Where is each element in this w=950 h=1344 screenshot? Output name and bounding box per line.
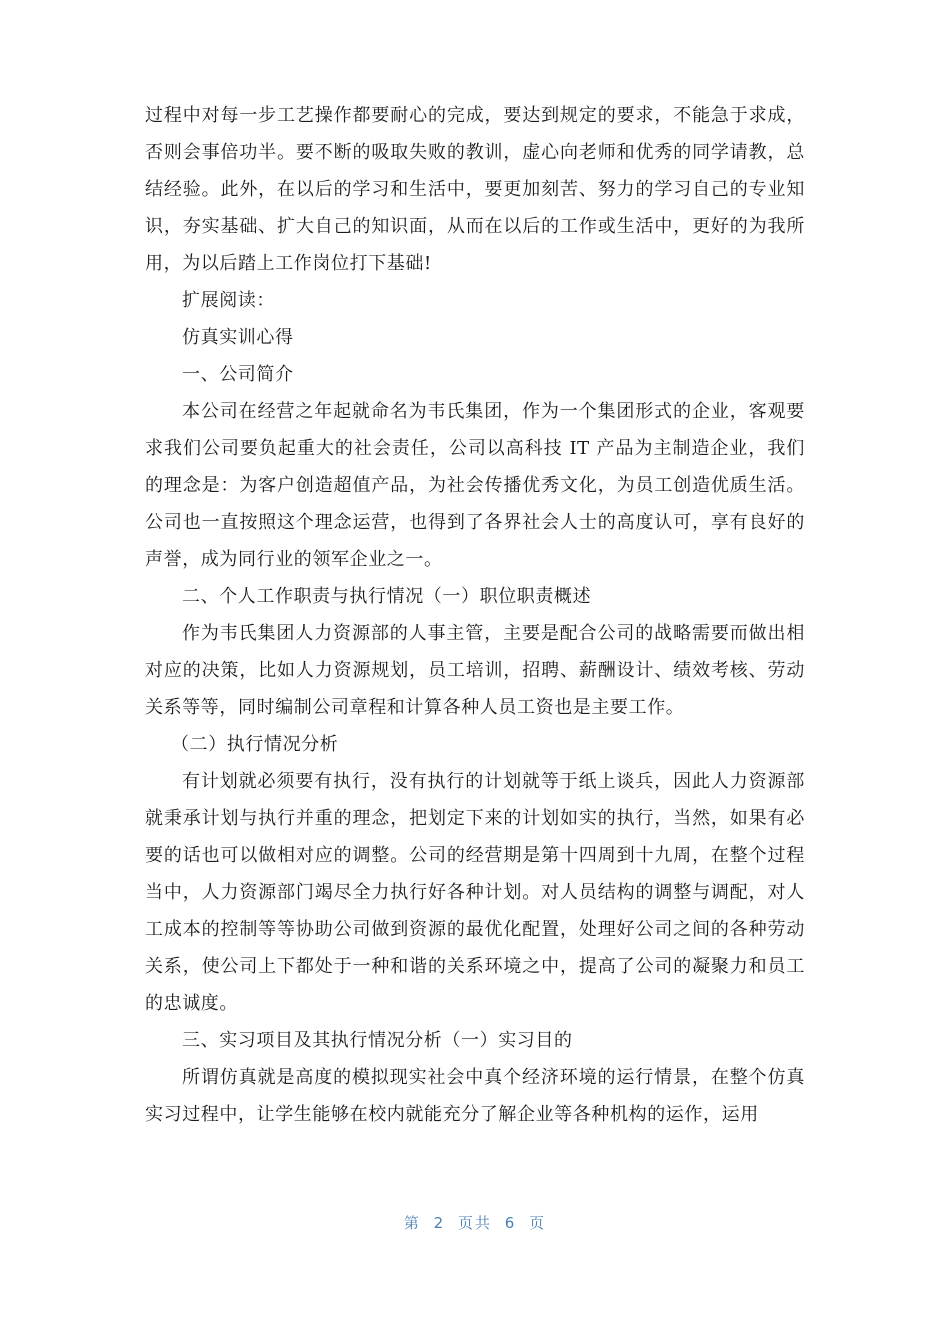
paragraph-job-duties: 作为韦氏集团人力资源部的人事主管，主要是配合公司的战略需要而做出相对应的决策，比如人力资源规划，员工培训，招聘、薪酬设计、绩效考核、劳动关系等等，同时编制公司章程和计算各种人员工资也是主要工作。: [145, 623, 805, 718]
heading-execution-analysis: （二）执行情况分析: [171, 734, 339, 755]
extended-reading-label: 扩展阅读：: [182, 290, 275, 311]
paragraph-internship-purpose: 所谓仿真就是高度的模拟现实社会中真个经济环境的运行情景，在整个仿真实习过程中，让学生能够在校内就能充分了解企业等各种机构的运作，运用: [145, 1067, 805, 1125]
heading-internship-purpose: 三、实习项目及其执行情况分析（一）实习目的: [182, 1030, 573, 1051]
document-body: [145, 97, 805, 1133]
paragraph-continuation: 过程中对每一步工艺操作都要耐心的完成，要达到规定的要求，不能急于求成，否则会事倍功半。要不断的吸取失败的教训，虚心向老师和优秀的同学请教，总结经验。此外，在以后的学习和生活中，要更加刻苦、努力的学习自己的专业知识，夯实基础、扩大自己的知识面，从而在以后的工作或生活中，更好的为我所用，为以后踏上工作岗位打下基础!: [145, 105, 805, 274]
page-number-footer: 第 2 页共 6 页: [403, 1214, 547, 1232]
paragraph-company-intro: 本公司在经营之年起就命名为韦氏集团，作为一个集团形式的企业，客观要求我们公司要负起重大的社会责任，公司以高科技 IT 产品为主制造企业，我们的理念是：为客户创造超值产品，为社会传播优秀文化，为员工创造优质生活。公司也一直按照这个理念运营，也得到了各界社会人士的高度认可，享有良好的声誉，成为同行业的领军企业之一。: [145, 401, 805, 570]
heading-company-intro: 一、公司简介: [182, 364, 294, 385]
paragraph-execution-analysis: 有计划就必须要有执行，没有执行的计划就等于纸上谈兵，因此人力资源部就秉承计划与执行并重的理念，把划定下来的计划如实的执行，当然，如果有必要的话也可以做相对应的调整。公司的经营期是第十四周到十九周，在整个过程当中，人力资源部门竭尽全力执行好各种计划。对人员结构的调整与调配，对人工成本的控制等等协助公司做到资源的最优化配置，处理好公司之间的各种劳动关系，使公司上下都处于一种和谐的关系环境之中，提高了公司的凝聚力和员工的忠诚度。: [145, 771, 805, 1014]
heading-job-duties: 二、个人工作职责与执行情况（一）职位职责概述: [182, 586, 592, 607]
section-title: 仿真实训心得: [182, 327, 294, 348]
